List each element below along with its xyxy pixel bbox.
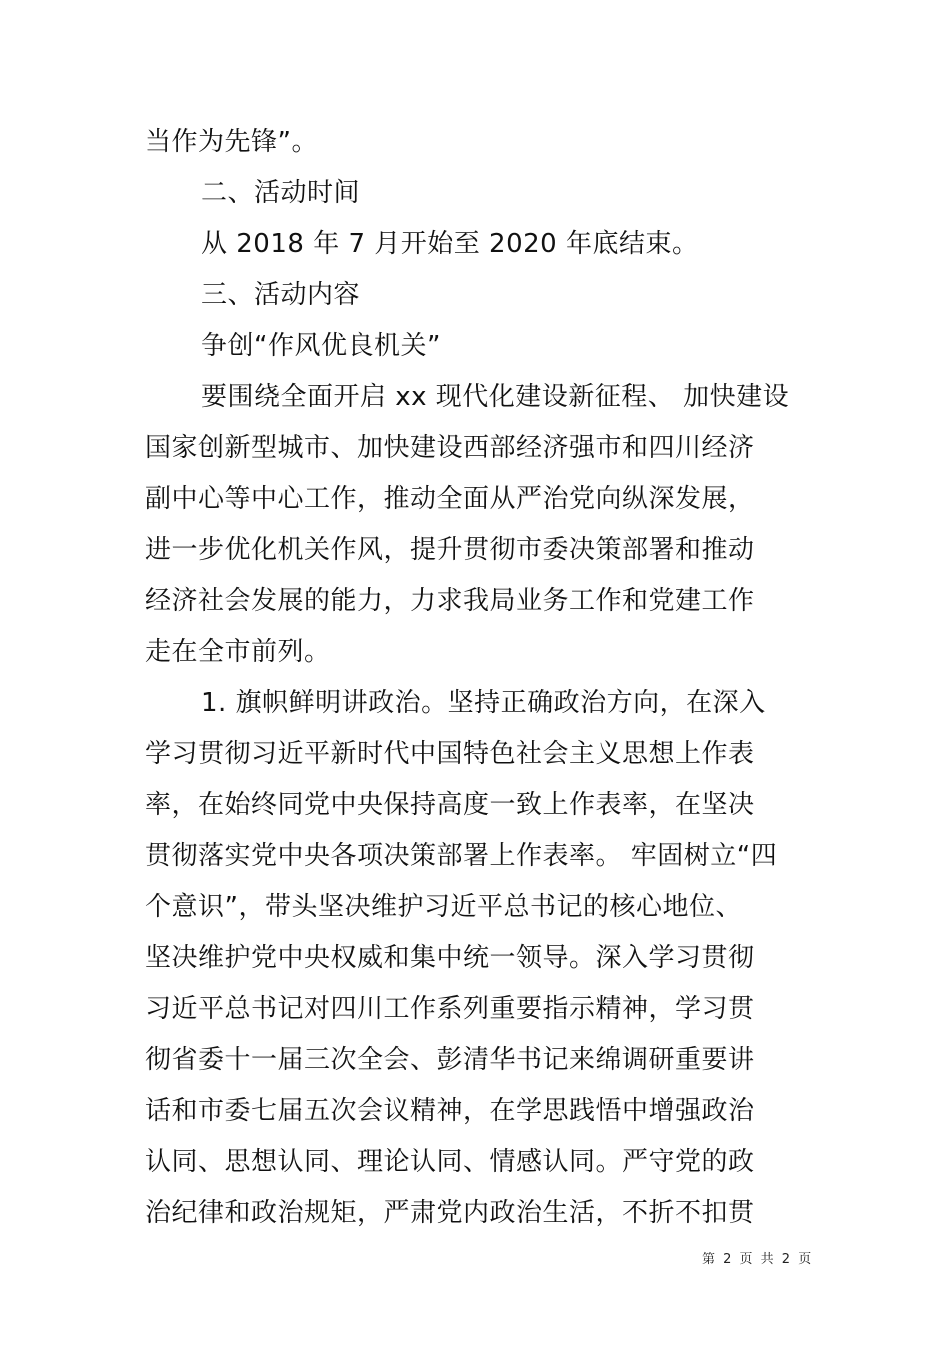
text-line: 话和市委七届五次会议精神，在学思践悟中增强政治: [145, 1096, 755, 1126]
page-number: 第 2 页 共 2 页: [702, 1252, 814, 1267]
subsection-heading: 争创“作风优良机关”: [201, 331, 441, 361]
text-line: 走在全市前列。: [145, 637, 331, 667]
text-line: 国家创新型城市、加快建设西部经济强市和四川经济: [145, 433, 755, 463]
text-line: 习近平总书记对四川工作系列重要指示精神，学习贯: [145, 994, 755, 1024]
text-line: 从 2018 年 7 月开始至 2020 年底结束。: [201, 229, 699, 259]
text-line: 贯彻落实党中央各项决策部署上作表率。 牢固树立“四: [145, 841, 778, 871]
text-line: 治纪律和政治规矩，严肃党内政治生活，不折不扣贯: [145, 1198, 755, 1228]
text-line: 1. 旗帜鲜明讲政治。坚持正确政治方向，在深入: [201, 688, 766, 718]
text-line: 率，在始终同党中央保持高度一致上作表率，在坚决: [145, 790, 755, 820]
text-line: 当作为先锋”。: [145, 127, 318, 157]
text-line: 认同、思想认同、理论认同、情感认同。严守党的政: [145, 1147, 755, 1177]
section-heading: 二、活动时间: [201, 178, 361, 208]
text-line: 经济社会发展的能力，力求我局业务工作和党建工作: [145, 586, 755, 616]
section-heading: 三、活动内容: [201, 280, 361, 310]
text-line: 坚决维护党中央权威和集中统一领导。深入学习贯彻: [145, 943, 755, 973]
text-line: 学习贯彻习近平新时代中国特色社会主义思想上作表: [145, 739, 755, 769]
text-line: 彻省委十一届三次全会、彭清华书记来绵调研重要讲: [145, 1045, 755, 1075]
text-line: 要围绕全面开启 xx 现代化建设新征程、 加快建设: [201, 382, 790, 412]
text-line: 副中心等中心工作，推动全面从严治党向纵深发展，: [145, 484, 755, 514]
text-line: 个意识”，带头坚决维护习近平总书记的核心地位、: [145, 892, 742, 922]
text-line: 进一步优化机关作风，提升贯彻市委决策部署和推动: [145, 535, 755, 565]
